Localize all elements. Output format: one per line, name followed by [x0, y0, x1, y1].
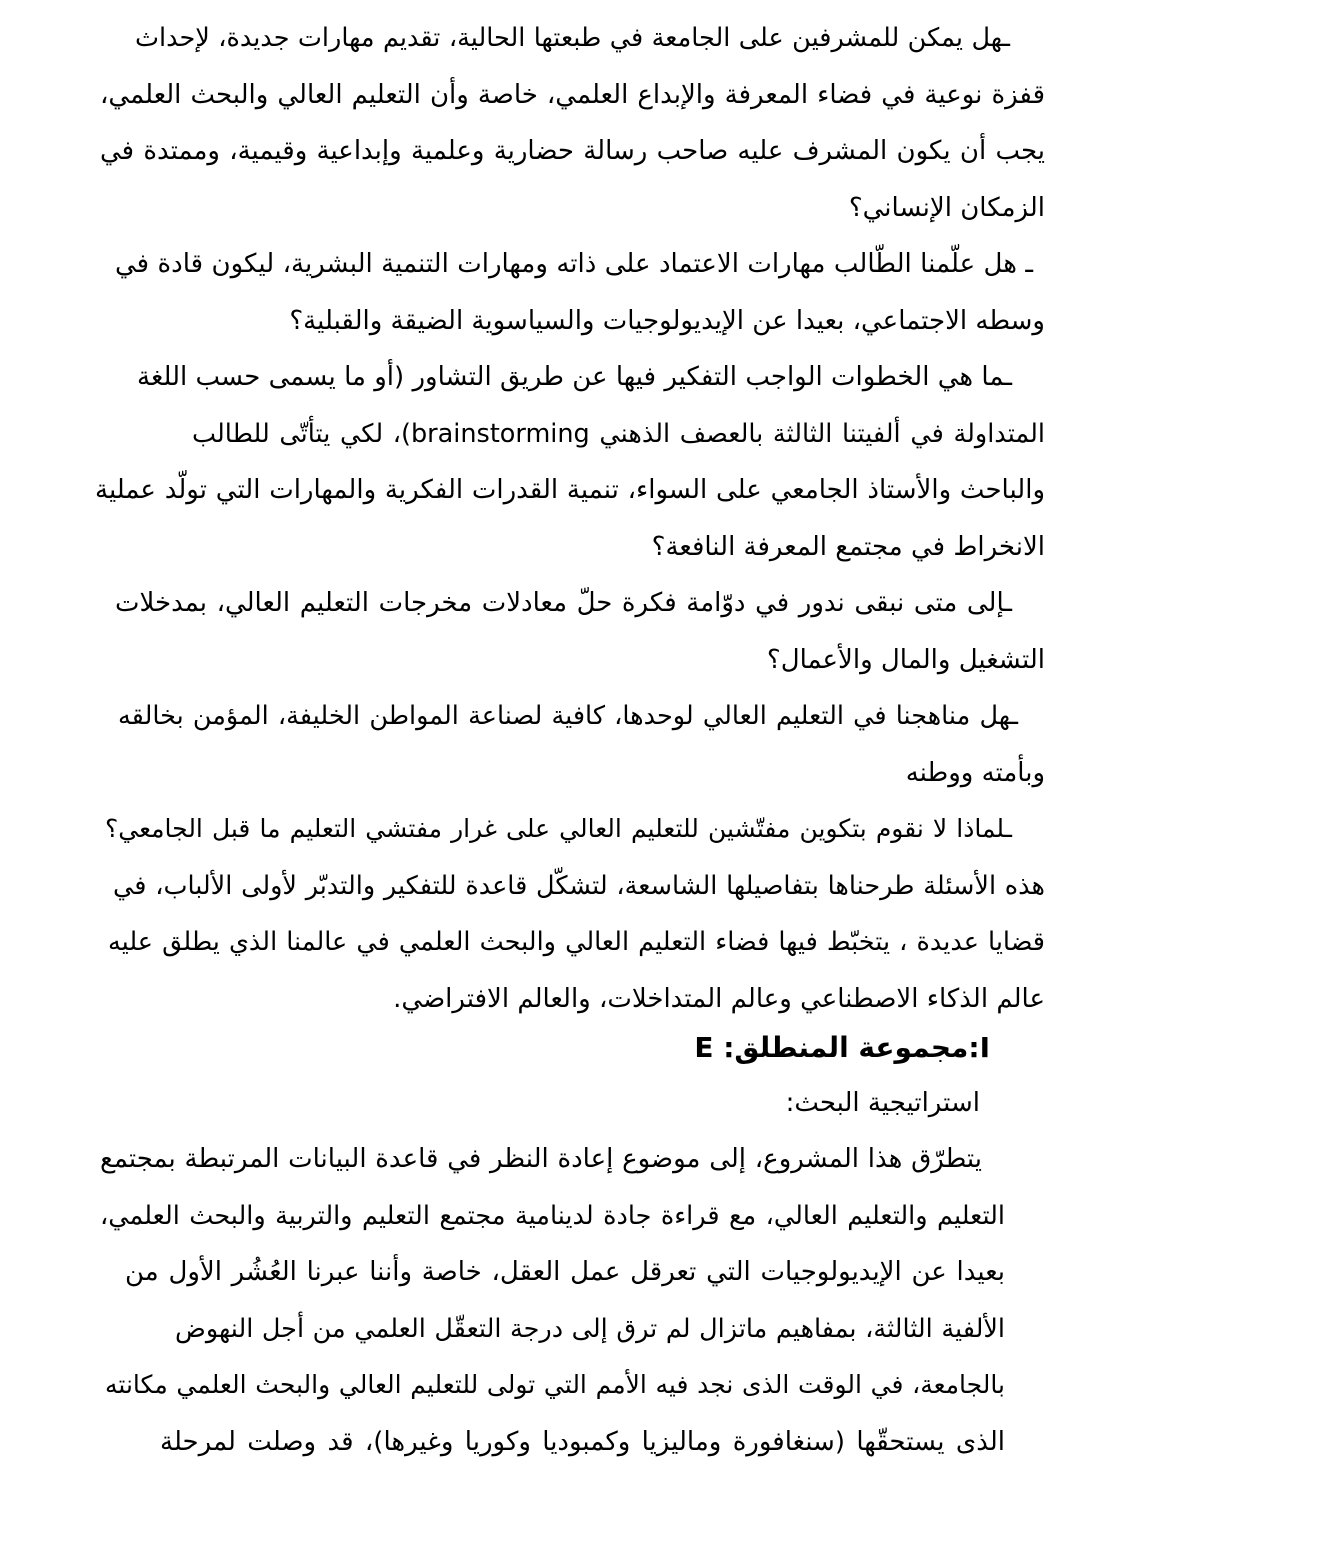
- paragraph-line: هذه الأسئلة طرحناها بتفاصيلها الشاسعة، لتشكّل قاعدة للتفكير والتدبّر لأولى الألباب، في: [113, 871, 1045, 901]
- paragraph-line: ـلماذا لا نقوم بتكوين مفتّشين للتعليم العالي على غرار مفتشي التعليم ما قبل الجامعي؟: [105, 814, 1012, 843]
- paragraph-line: ـهل يمكن للمشرفين على الجامعة في طبعتها الحالية، تقديم مهارات جديدة، لإحداث: [135, 23, 1010, 53]
- paragraph-line: المتداولة في ألفيتنا الثالثة بالعصف الذهني brainstorming)، لكي يتأتّى للطالب: [192, 419, 1045, 449]
- paragraph-line: ـ هل علّمنا الطّالب مهارات الاعتماد على ذاته ومهارات التنمية البشرية، ليكون قادة في: [115, 249, 1033, 279]
- paragraph-line: بعيدا عن الإيديولوجيات التي تعرقل عمل العقل، خاصة وأننا عبرنا العُشُر الأول من: [125, 1257, 1005, 1287]
- paragraph-line: الذى يستحقّها (سنغافورة وماليزيا وكمبوديا وكوريا وغيرها)، قد وصلت لمرحلة: [160, 1427, 1005, 1457]
- paragraph-line: يتطرّق هذا المشروع، إلى موضوع إعادة النظر في قاعدة البيانات المرتبطة بمجتمع: [100, 1144, 982, 1174]
- paragraph-line: قضايا عديدة ، يتخبّط فيها فضاء التعليم العالي والبحث العلمي في عالمنا الذي يطلق عليه: [108, 927, 1045, 957]
- paragraph-line: وبأمته ووطنه: [905, 758, 1045, 788]
- paragraph-line: ـهل مناهجنا في التعليم العالي لوحدها، كافية لصناعة المواطن الخليفة، المؤمن بخالقه: [118, 701, 1018, 731]
- section-heading: I:مجموعة المنطلق: E: [694, 1031, 990, 1064]
- paragraph-line: يجب أن يكون المشرف عليه صاحب رسالة حضارية وعلمية وإبداعية وقيمية، وممتدة في: [100, 136, 1045, 166]
- paragraph-line: الزمكان الإنساني؟: [848, 193, 1045, 223]
- paragraph-line: عالم الذكاء الاصطناعي وعالم المتداخلات، والعالم الافتراضي.: [393, 984, 1045, 1014]
- paragraph-line: التشغيل والمال والأعمال؟: [766, 645, 1045, 675]
- paragraph-line: وسطه الاجتماعي، بعيدا عن الإيديولوجيات والسياسوية الضيقة والقبلية؟: [289, 306, 1045, 336]
- paragraph-line: ـإلى متى نبقى ندور في دوّامة فكرة حلّ معادلات مخرجات التعليم العالي، بمدخلات: [115, 588, 1012, 618]
- paragraph-line: الألفية الثالثة، بمفاهيم ماتزال لم ترق إلى درجة التعقّل العلمي من أجل النهوض: [175, 1314, 1005, 1344]
- paragraph-line: التعليم والتعليم العالي، مع قراءة جادة لدينامية مجتمع التعليم والتربية والبحث العلمي،: [100, 1201, 1005, 1231]
- paragraph-line: والباحث والأستاذ الجامعي على السواء، تنمية القدرات الفكرية والمهارات التي تولّد عملية: [95, 475, 1045, 505]
- paragraph-line: قفزة نوعية في فضاء المعرفة والإبداع العلمي، خاصة وأن التعليم العالي والبحث العلمي،: [100, 80, 1045, 110]
- paragraph-line: الانخراط في مجتمع المعرفة النافعة؟: [651, 532, 1045, 562]
- paragraph-line: بالجامعة، في الوقت الذى نجد فيه الأمم التي تولى للتعليم العالي والبحث العلمي مكانته: [105, 1370, 1005, 1399]
- paragraph-line: ـما هي الخطوات الواجب التفكير فيها عن طريق التشاور (أو ما يسمى حسب اللغة: [137, 362, 1012, 392]
- subsection-label: استراتيجية البحث:: [785, 1088, 980, 1118]
